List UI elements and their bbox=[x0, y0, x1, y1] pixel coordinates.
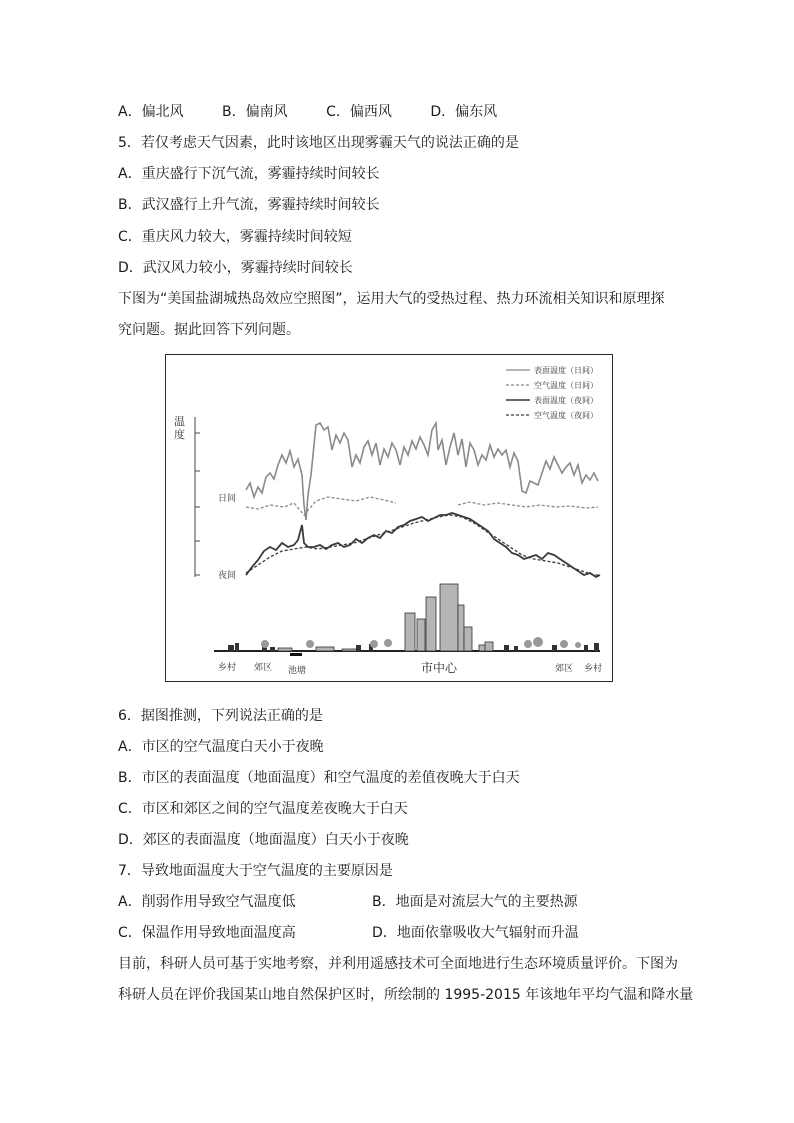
q5-option-d: D．武汉风力较小，雾霾持续时间较长 bbox=[118, 260, 353, 276]
q5-option-b: B．武汉盛行上升气流，雾霾持续时间较长 bbox=[118, 197, 380, 213]
q7-option-a: A．削弱作用导致空气温度低 bbox=[118, 894, 296, 910]
q5-option-c: C．重庆风力较大，雾霾持续时间较短 bbox=[118, 229, 352, 245]
intro3-line2: 科研人员在评价我国某山地自然保护区时，所绘制的 1995-2015 年该地年平均气温和降水量 bbox=[118, 987, 694, 1003]
label-suburb-left: 郊区 bbox=[254, 663, 273, 673]
label-rural-left: 乡村 bbox=[218, 663, 237, 673]
q7-option-d: D．地面依靠吸收大气辐射而升温 bbox=[372, 925, 579, 941]
right-rural-houses bbox=[504, 643, 599, 651]
q6-stem: 6．据图推测，下列说法正确的是 bbox=[118, 708, 323, 724]
q6-option-c: C．市区和郊区之间的空气温度差夜晚大于白天 bbox=[118, 801, 408, 817]
q7-option-b: B．地面是对流层大气的主要热源 bbox=[372, 894, 578, 910]
label-pond: 池塘 bbox=[288, 666, 307, 676]
heat-island-svg bbox=[166, 355, 612, 681]
night-label: 夜间 bbox=[218, 571, 237, 581]
intro3-line1: 目前，科研人员可基于实地考察，并利用遥感技术可全面地进行生态环境质量评价。下图为 bbox=[118, 956, 678, 972]
air-temp-night-line bbox=[246, 515, 600, 575]
q6-option-b: B．市区的表面温度（地面温度）和空气温度的差值夜晚大于白天 bbox=[118, 770, 520, 786]
q4-option-d: D．偏东风 bbox=[430, 104, 498, 120]
q4-option-c: C．偏西风 bbox=[326, 104, 392, 120]
intro2-line1: 下图为“美国盐湖城热岛效应空照图”，运用大气的受热过程、热力环流相关知识和原理探 bbox=[118, 291, 665, 307]
q7-options-row1 bbox=[118, 892, 578, 912]
q4-options bbox=[118, 102, 531, 122]
q6-option-a: A．市区的空气温度白天小于夜晚 bbox=[118, 739, 324, 755]
y-axis-label-1: 温 bbox=[174, 415, 185, 428]
surface-temp-day-line bbox=[246, 423, 598, 520]
q5-option-a: A．重庆盛行下沉气流，雾霾持续时间较长 bbox=[118, 166, 380, 182]
air-temp-day-line bbox=[246, 497, 396, 515]
surface-temp-night-line bbox=[246, 513, 600, 577]
legend-air-night: 空气温度（夜间） bbox=[534, 411, 598, 420]
legend-surface-day: 表面温度（日间） bbox=[534, 366, 598, 375]
q7-stem: 7．导致地面温度大于空气温度的主要原因是 bbox=[118, 863, 393, 879]
q7-option-c: C．保温作用导致地面温度高 bbox=[118, 925, 296, 941]
legend bbox=[506, 365, 598, 420]
heat-island-figure bbox=[165, 354, 613, 682]
y-axis-ticks bbox=[195, 433, 200, 575]
legend-air-day: 空气温度（日间） bbox=[534, 381, 598, 390]
label-suburb-right: 郊区 bbox=[555, 664, 574, 674]
intro2-line2: 究问题。据此回答下列问题。 bbox=[118, 322, 300, 338]
day-label: 日间 bbox=[218, 494, 237, 504]
q4-option-b: B．偏南风 bbox=[222, 104, 288, 120]
legend-surface-night: 表面温度（夜间） bbox=[534, 396, 598, 405]
q7-options-row2 bbox=[118, 923, 579, 943]
label-city-center: 市中心 bbox=[421, 661, 458, 675]
label-rural-right: 乡村 bbox=[584, 664, 603, 674]
q6-option-d: D．郊区的表面温度（地面温度）白天小于夜晚 bbox=[118, 832, 409, 848]
y-axis-label-2: 度 bbox=[174, 428, 185, 441]
air-temp-day-line-right bbox=[458, 502, 598, 508]
q5-stem: 5．若仅考虑天气因素，此时该地区出现雾霾天气的说法正确的是 bbox=[118, 135, 519, 151]
q4-option-a: A．偏北风 bbox=[118, 104, 184, 120]
